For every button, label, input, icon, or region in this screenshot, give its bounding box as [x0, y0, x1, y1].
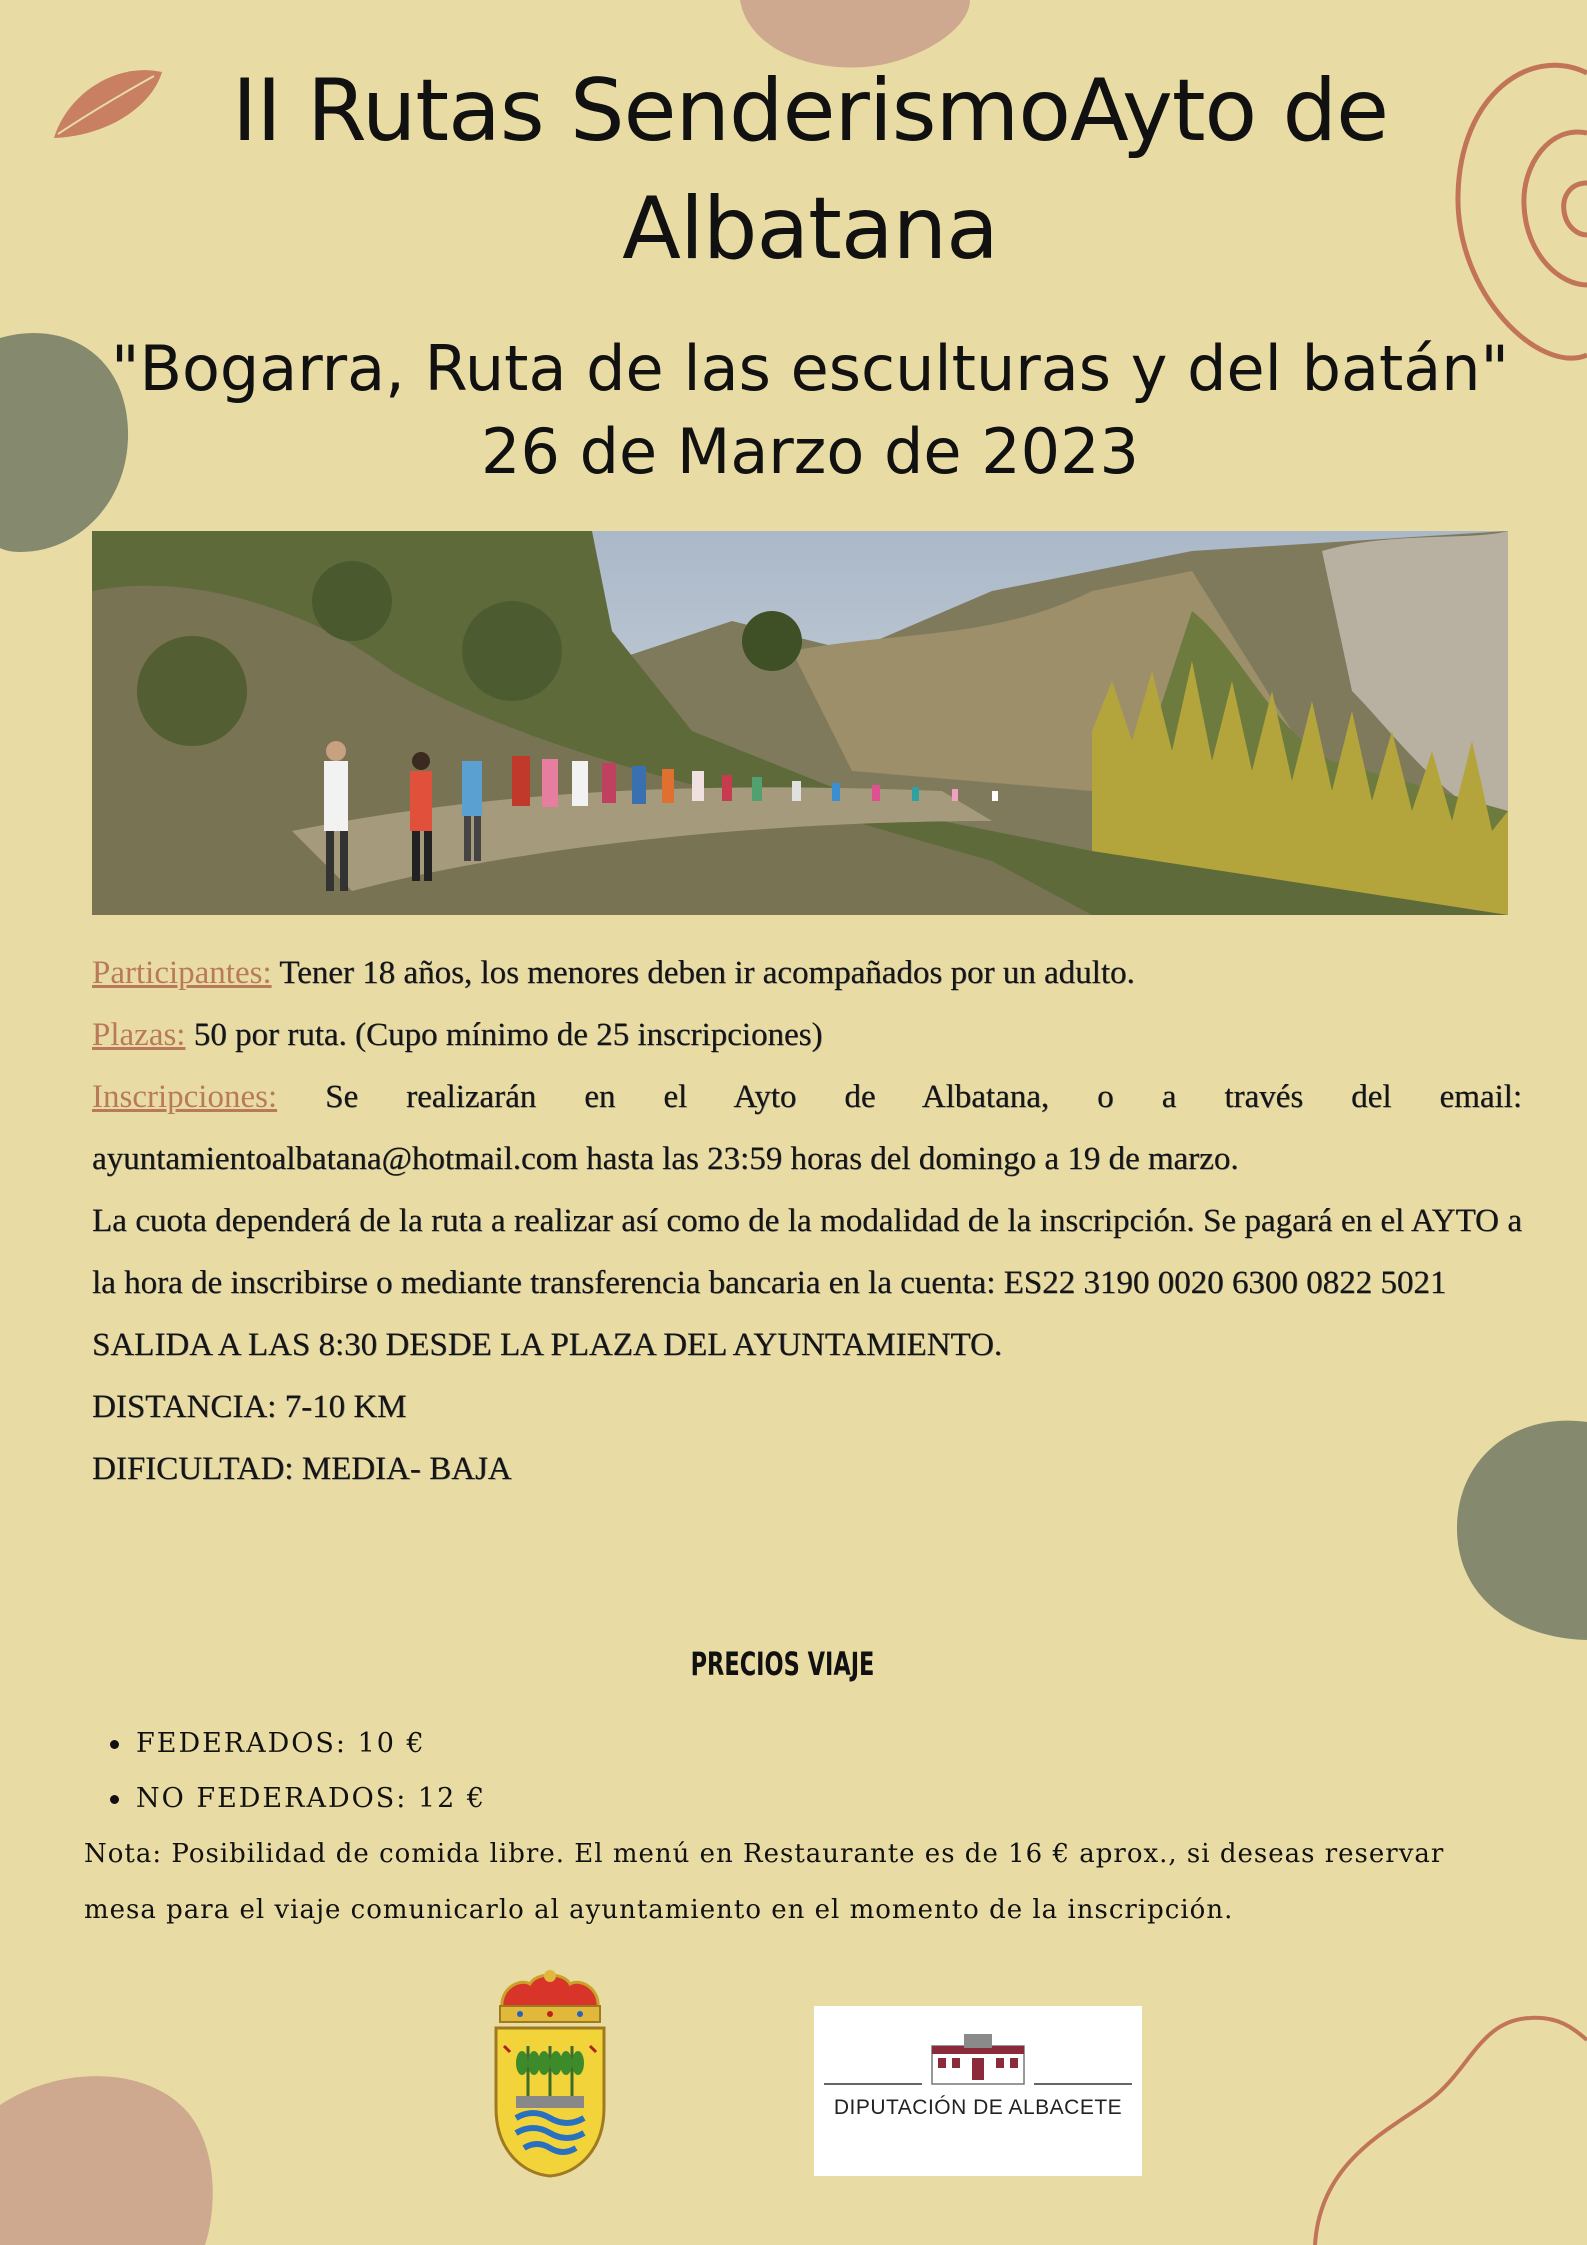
meal-note: Nota: Posibilidad de comida libre. El menú en Restaurante es de 16 € aprox., si deseas reservar mesa para el viaje comunicarlo al ayuntamiento en el momento de la inscripción. — [84, 1839, 1445, 1925]
hiking-photo — [92, 531, 1508, 915]
prices-list — [108, 1716, 486, 1826]
prices-title: PRECIOS VIAJE — [690, 1645, 875, 1683]
places-line — [92, 1004, 1522, 1066]
route-subtitle: "Bogarra, Ruta de las esculturas y del batán" — [110, 332, 1510, 405]
participants-line — [92, 942, 1522, 1004]
fee-text: La cuota dependerá de la ruta a realizar así como de la modalidad de la inscripción. Se pagará en el AYTO a la hora de inscribirse o mediante transferencia bancaria en la cuenta: ES22 3190 0020 6300 0822 5021 — [92, 1203, 1522, 1301]
registration-line — [92, 1066, 1522, 1190]
hiking-group-photo-icon — [92, 531, 1508, 915]
building-icon — [824, 2026, 1132, 2096]
page-title: II Rutas SenderismoAyto de Albatana — [231, 61, 1389, 279]
event-info — [92, 942, 1522, 1500]
registration-text: Se realizarán en el Ayto de Albatana, o a través del email: ayuntamientoalbatana@hotmail.com hasta las 23:59 horas del domingo a 19 de marzo. — [92, 1079, 1522, 1177]
diputacion-text: DIPUTACIÓN DE ALBACETE — [833, 2096, 1123, 2119]
bottom-left-blob-decoration — [0, 2075, 215, 2245]
bottom-right-curve-decoration — [1310, 2010, 1587, 2245]
distance-text: DISTANCIA: 7-10 KM — [92, 1389, 407, 1425]
difficulty-text: DIFICULTAD: MEDIA- BAJA — [92, 1451, 512, 1487]
albatana-coat-of-arms-icon — [490, 1968, 610, 2178]
registration-label: Inscripciones: — [92, 1079, 278, 1115]
diputacion-logo — [814, 2006, 1142, 2176]
event-date: 26 de Marzo de 2023 — [481, 415, 1139, 488]
price-item-no-federados: NO FEDERADOS: 12 € — [108, 1771, 486, 1826]
participants-text: Tener 18 años, los menores deben ir acompañados por un adulto. — [271, 955, 1135, 991]
places-text: 50 por ruta. (Cupo mínimo de 25 inscripciones) — [185, 1017, 823, 1053]
price-item-federados: FEDERADOS: 10 € — [108, 1716, 486, 1771]
places-label: Plazas: — [92, 1017, 186, 1053]
participants-label: Participantes: — [92, 955, 272, 991]
departure-text: SALIDA A LAS 8:30 DESDE LA PLAZA DEL AYUNTAMIENTO. — [92, 1327, 1003, 1363]
